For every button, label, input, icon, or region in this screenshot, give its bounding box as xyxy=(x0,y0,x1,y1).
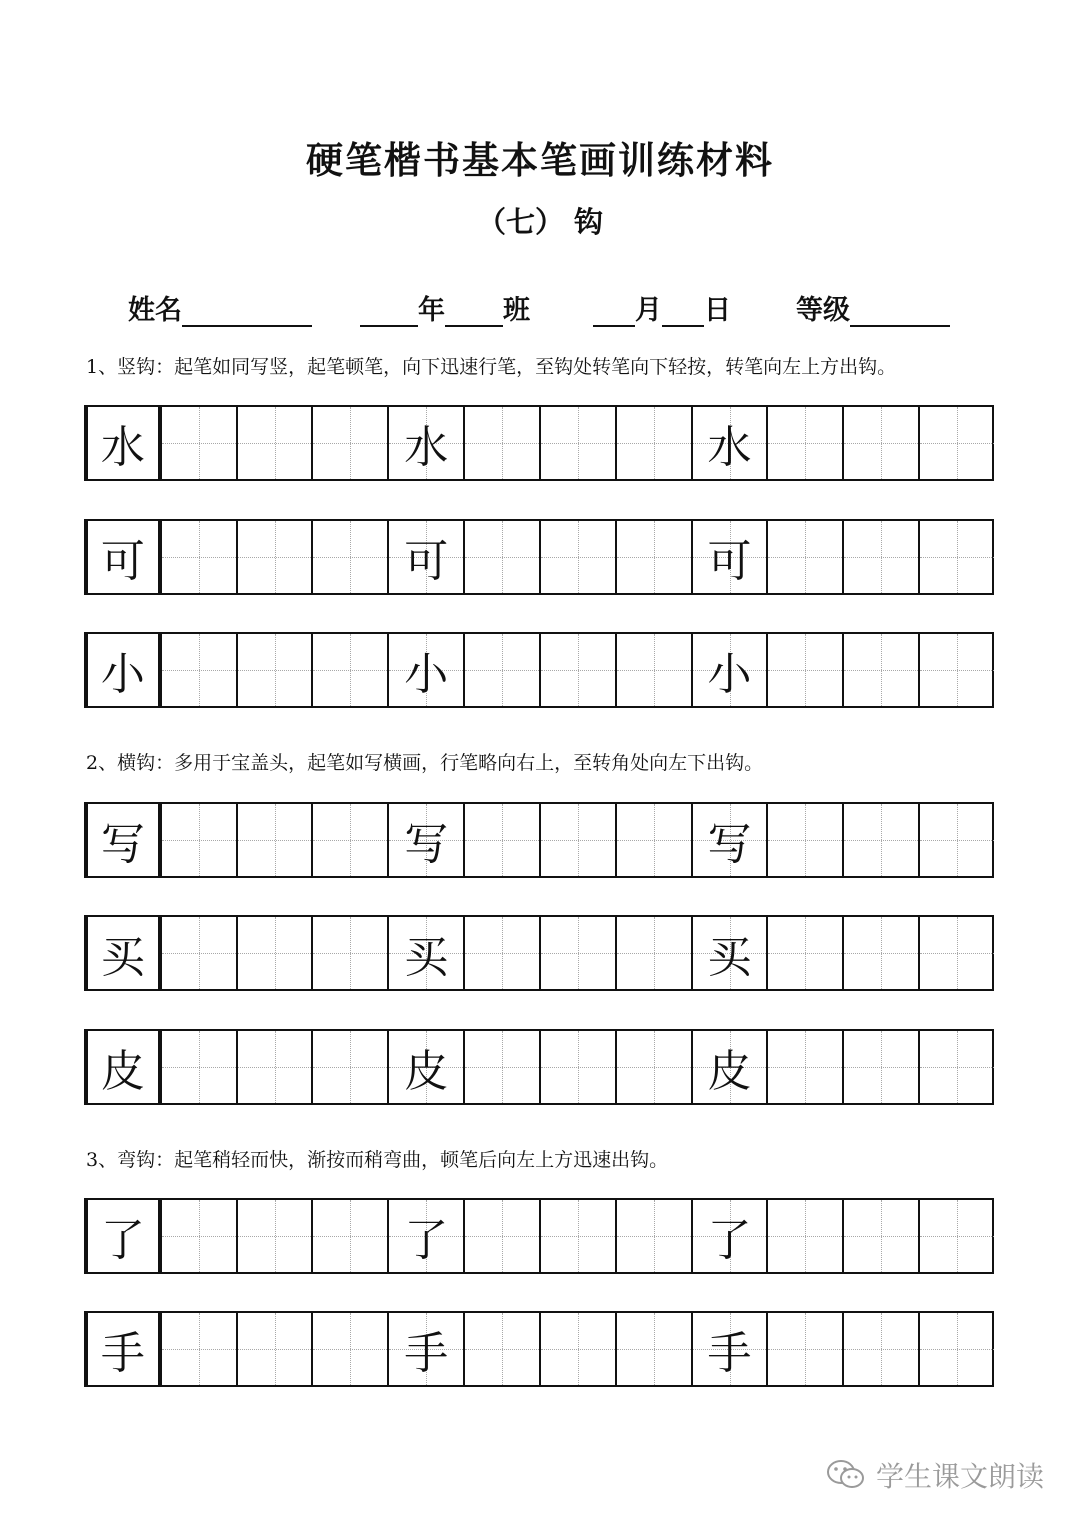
practice-character: 手 xyxy=(404,1328,449,1379)
practice-character: 皮 xyxy=(707,1046,752,1097)
practice-cell[interactable] xyxy=(615,634,691,706)
practice-cell[interactable] xyxy=(842,804,918,876)
section-3-instruction: 3、弯钩：起笔稍轻而快，渐按而稍弯曲，顿笔后向左上方迅速出钩。 xyxy=(86,1149,669,1171)
practice-cell[interactable] xyxy=(691,1031,767,1103)
practice-cell[interactable] xyxy=(918,1031,994,1103)
day-blank[interactable] xyxy=(662,295,704,327)
practice-cell[interactable] xyxy=(311,804,387,876)
practice-cell[interactable] xyxy=(918,804,994,876)
practice-cell[interactable] xyxy=(842,634,918,706)
practice-row[interactable] xyxy=(84,405,994,481)
section-2-instruction: 2、横钩：多用于宝盖头，起笔如写横画，行笔略向右上，至转角处向左下出钩。 xyxy=(86,752,764,774)
practice-cell[interactable] xyxy=(160,917,236,989)
practice-cell[interactable] xyxy=(311,917,387,989)
practice-character: 小 xyxy=(100,649,145,700)
practice-cell[interactable] xyxy=(539,1031,615,1103)
practice-cell[interactable] xyxy=(160,634,236,706)
practice-cell[interactable] xyxy=(236,634,312,706)
practice-row[interactable] xyxy=(84,1029,994,1105)
page-title: 硬笔楷书基本笔画训练材料 xyxy=(306,139,774,182)
practice-cell[interactable] xyxy=(463,407,539,479)
practice-cell[interactable] xyxy=(463,917,539,989)
student-info xyxy=(0,288,1080,328)
practice-character: 可 xyxy=(100,536,145,587)
class-blank[interactable] xyxy=(445,295,503,327)
practice-cell[interactable] xyxy=(311,1200,387,1272)
practice-cell[interactable] xyxy=(842,1313,918,1385)
practice-cell[interactable] xyxy=(311,1031,387,1103)
year-field[interactable] xyxy=(360,288,530,327)
grade-label: 等级 xyxy=(796,295,850,326)
practice-cell[interactable] xyxy=(160,804,236,876)
name-field[interactable] xyxy=(128,288,312,327)
practice-cell[interactable] xyxy=(918,407,994,479)
year-blank[interactable] xyxy=(360,295,418,327)
practice-cell[interactable] xyxy=(539,407,615,479)
practice-character: 写 xyxy=(707,819,752,870)
practice-row[interactable] xyxy=(84,519,994,595)
practice-character: 买 xyxy=(707,932,752,983)
practice-cell[interactable] xyxy=(387,1200,463,1272)
practice-cell[interactable] xyxy=(236,1031,312,1103)
practice-cell[interactable] xyxy=(463,1200,539,1272)
practice-cell[interactable] xyxy=(766,407,842,479)
practice-cell[interactable] xyxy=(766,634,842,706)
practice-cell[interactable] xyxy=(463,804,539,876)
practice-cell[interactable] xyxy=(387,917,463,989)
model-char-cell[interactable] xyxy=(84,634,160,706)
model-char-cell[interactable] xyxy=(84,804,160,876)
practice-cell[interactable] xyxy=(160,1313,236,1385)
practice-cell[interactable] xyxy=(842,1200,918,1272)
practice-character: 小 xyxy=(404,649,449,700)
model-char-cell[interactable] xyxy=(84,917,160,989)
practice-character: 买 xyxy=(404,932,449,983)
practice-cell[interactable] xyxy=(918,917,994,989)
practice-cell[interactable] xyxy=(691,917,767,989)
practice-character: 皮 xyxy=(404,1046,449,1097)
practice-character: 了 xyxy=(100,1215,145,1266)
practice-cell[interactable] xyxy=(918,1313,994,1385)
practice-cell[interactable] xyxy=(236,1313,312,1385)
model-char-cell[interactable] xyxy=(84,1313,160,1385)
year-label: 年 xyxy=(418,295,445,326)
practice-cell[interactable] xyxy=(766,1313,842,1385)
practice-cell[interactable] xyxy=(691,1313,767,1385)
practice-cell[interactable] xyxy=(842,407,918,479)
practice-cell[interactable] xyxy=(160,1031,236,1103)
practice-cell[interactable] xyxy=(236,521,312,593)
practice-character: 可 xyxy=(707,536,752,587)
practice-cell[interactable] xyxy=(766,804,842,876)
practice-character: 皮 xyxy=(100,1046,145,1097)
practice-cell[interactable] xyxy=(615,1313,691,1385)
practice-cell[interactable] xyxy=(236,407,312,479)
practice-cell[interactable] xyxy=(615,1200,691,1272)
practice-cell[interactable] xyxy=(842,917,918,989)
practice-cell[interactable] xyxy=(539,1200,615,1272)
practice-cell[interactable] xyxy=(387,804,463,876)
practice-character: 水 xyxy=(100,422,145,473)
practice-cell[interactable] xyxy=(311,521,387,593)
practice-character: 了 xyxy=(707,1215,752,1266)
practice-cell[interactable] xyxy=(236,804,312,876)
practice-cell[interactable] xyxy=(539,634,615,706)
practice-row[interactable] xyxy=(84,915,994,991)
practice-row[interactable] xyxy=(84,1311,994,1387)
practice-row[interactable] xyxy=(84,632,994,708)
practice-cell[interactable] xyxy=(615,804,691,876)
practice-row[interactable] xyxy=(84,802,994,878)
practice-cell[interactable] xyxy=(691,1200,767,1272)
practice-row[interactable] xyxy=(84,1198,994,1274)
practice-cell[interactable] xyxy=(691,634,767,706)
practice-cell[interactable] xyxy=(311,407,387,479)
practice-cell[interactable] xyxy=(691,521,767,593)
practice-cell[interactable] xyxy=(918,634,994,706)
practice-cell[interactable] xyxy=(463,1031,539,1103)
grade-blank[interactable] xyxy=(850,295,950,327)
practice-cell[interactable] xyxy=(766,521,842,593)
practice-cell[interactable] xyxy=(615,917,691,989)
practice-cell[interactable] xyxy=(842,521,918,593)
practice-cell[interactable] xyxy=(539,804,615,876)
practice-cell[interactable] xyxy=(842,1031,918,1103)
practice-cell[interactable] xyxy=(918,521,994,593)
practice-cell[interactable] xyxy=(615,407,691,479)
practice-cell[interactable] xyxy=(691,407,767,479)
practice-character: 写 xyxy=(100,819,145,870)
practice-cell[interactable] xyxy=(387,634,463,706)
practice-character: 手 xyxy=(100,1328,145,1379)
practice-cell[interactable] xyxy=(766,917,842,989)
day-label: 日 xyxy=(704,295,731,326)
practice-cell[interactable] xyxy=(463,1313,539,1385)
grade-field[interactable] xyxy=(796,288,950,327)
section-1-instruction: 1、竖钩：起笔如同写竖，起笔顿笔，向下迅速行笔，至钩处转笔向下轻按，转笔向左上方出钩。 xyxy=(86,356,897,378)
practice-cell[interactable] xyxy=(615,1031,691,1103)
practice-character: 了 xyxy=(404,1215,449,1266)
practice-cell[interactable] xyxy=(160,1200,236,1272)
practice-cell[interactable] xyxy=(463,521,539,593)
class-label: 班 xyxy=(503,295,530,326)
practice-cell[interactable] xyxy=(539,1313,615,1385)
model-char-cell[interactable] xyxy=(84,1200,160,1272)
practice-cell[interactable] xyxy=(766,1031,842,1103)
practice-character: 小 xyxy=(707,649,752,700)
practice-cell[interactable] xyxy=(539,521,615,593)
practice-character: 写 xyxy=(404,819,449,870)
practice-cell[interactable] xyxy=(387,1313,463,1385)
practice-cell[interactable] xyxy=(463,634,539,706)
practice-cell[interactable] xyxy=(615,521,691,593)
name-label: 姓名 xyxy=(128,295,182,326)
practice-character: 水 xyxy=(707,422,752,473)
watermark xyxy=(826,1455,1044,1495)
practice-cell[interactable] xyxy=(539,917,615,989)
practice-cell[interactable] xyxy=(387,1031,463,1103)
watermark-text: 学生课文朗读 xyxy=(875,1460,1044,1493)
wechat-icon xyxy=(826,1458,866,1492)
page-subtitle: （七） 钩 xyxy=(476,205,604,239)
model-char-cell[interactable] xyxy=(84,521,160,593)
month-blank[interactable] xyxy=(593,295,635,327)
practice-character: 可 xyxy=(404,536,449,587)
model-char-cell[interactable] xyxy=(84,407,160,479)
month-label: 月 xyxy=(635,295,662,326)
practice-cell[interactable] xyxy=(387,407,463,479)
practice-character: 水 xyxy=(404,422,449,473)
model-char-cell[interactable] xyxy=(84,1031,160,1103)
practice-cell[interactable] xyxy=(311,634,387,706)
practice-cell[interactable] xyxy=(311,1313,387,1385)
practice-cell[interactable] xyxy=(918,1200,994,1272)
practice-cell[interactable] xyxy=(387,521,463,593)
practice-cell[interactable] xyxy=(236,1200,312,1272)
practice-cell[interactable] xyxy=(691,804,767,876)
practice-cell[interactable] xyxy=(160,407,236,479)
practice-cell[interactable] xyxy=(160,521,236,593)
date-field[interactable] xyxy=(593,288,731,327)
name-blank[interactable] xyxy=(182,295,312,327)
practice-cell[interactable] xyxy=(236,917,312,989)
practice-character: 手 xyxy=(707,1328,752,1379)
practice-character: 买 xyxy=(100,932,145,983)
practice-cell[interactable] xyxy=(766,1200,842,1272)
